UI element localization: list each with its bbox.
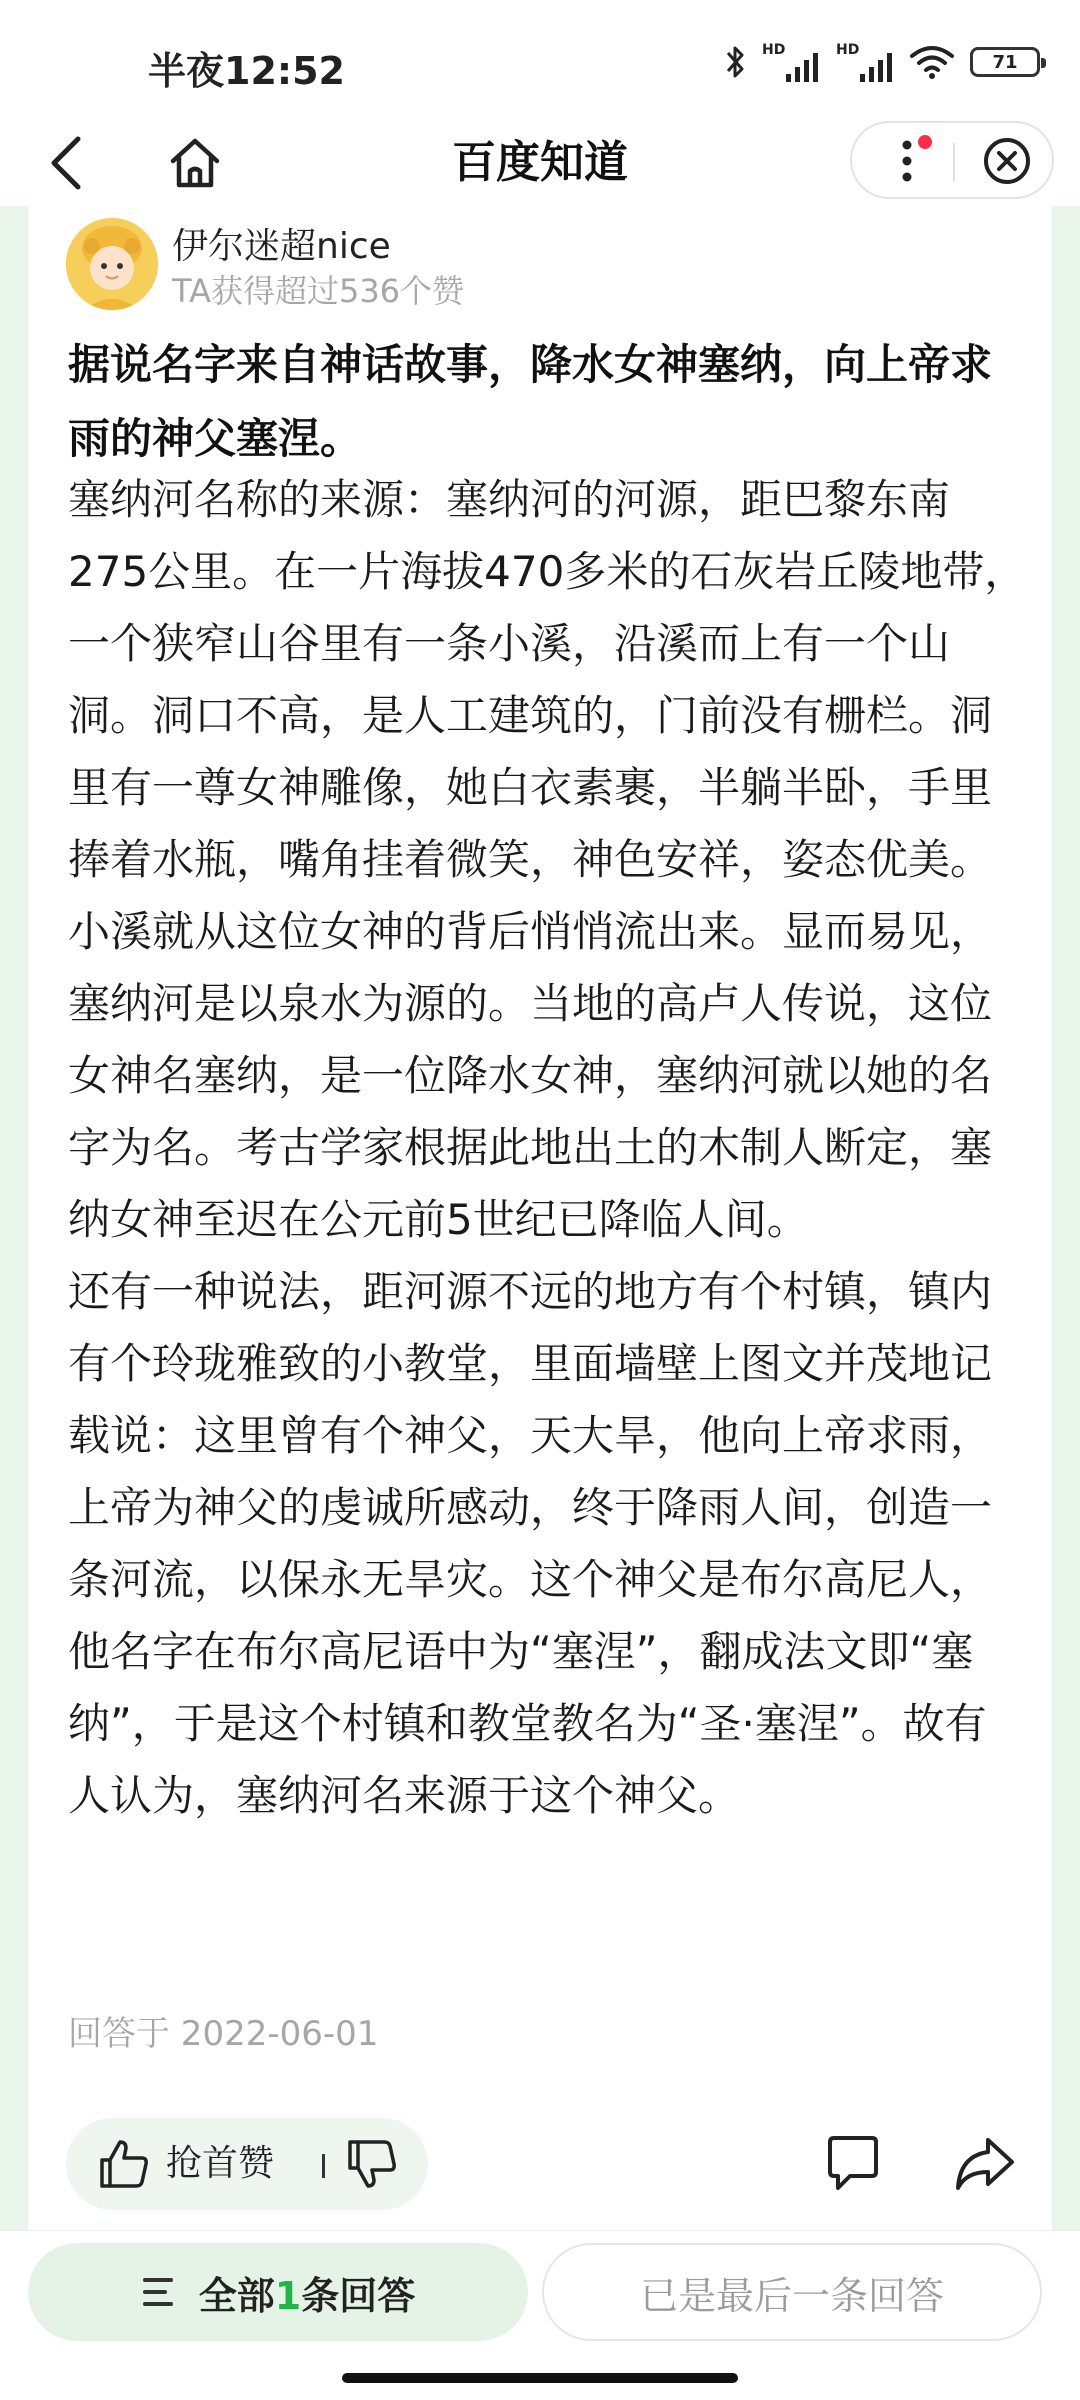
avatar-image	[66, 218, 158, 310]
status-time: 半夜12:52	[148, 49, 345, 93]
all-answers-button[interactable]	[28, 2243, 528, 2341]
answer-body	[68, 464, 1028, 1832]
notification-dot	[918, 135, 932, 149]
comment-icon[interactable]	[820, 2130, 886, 2196]
answer-card	[28, 206, 1052, 2230]
network-type-label: HD	[836, 42, 860, 58]
capsule-divider	[953, 143, 955, 181]
thumbs-up-icon[interactable]	[96, 2136, 152, 2192]
close-button[interactable]	[972, 123, 1042, 199]
home-button[interactable]	[160, 120, 230, 206]
more-icon	[901, 137, 913, 185]
network-type-label: HD	[762, 42, 786, 58]
thumbs-down-icon[interactable]	[344, 2136, 400, 2192]
all-answers-suffix: 条回答	[301, 2273, 416, 2318]
status-icons	[724, 42, 1040, 82]
like-pill	[66, 2118, 428, 2210]
last-answer-button[interactable]: 已是最后一条回答	[542, 2243, 1042, 2341]
bluetooth-icon	[724, 42, 746, 82]
author-name[interactable]: 伊尔迷超nice	[172, 226, 391, 267]
wifi-icon	[910, 44, 954, 80]
signal-icon	[836, 42, 894, 82]
like-label[interactable]: 抢首赞	[166, 2143, 275, 2184]
answer-title: 据说名字来自神话故事，降水女神塞纳，向上帝求雨的神父塞涅。	[68, 340, 993, 463]
signal-icon	[762, 42, 820, 82]
nav-bar	[0, 120, 1080, 206]
author-stat: TA获得超过536个赞	[172, 272, 465, 310]
answer-paragraph: 塞纳河名称的来源：塞纳河的河源，距巴黎东南275公里。在一片海拔470多米的石灰岩丘陵地带，一个狭窄山谷里有一条小溪，沿溪而上有一个山洞。洞口不高，是人工建筑的，门前没有栅栏。洞里有一尊女神雕像，她白衣素裹，半躺半卧，手里捧着水瓶，嘴角挂着微笑，神色安祥，姿态优美。小溪就从这位女神的背后悄悄流出来。显而易见，塞纳河是以泉水为源的。当地的高卢人传说，这位女神名塞纳，是一位降水女神，塞纳河就以她的名字为名。考古学家根据此地出土的木制人断定，塞纳女神至迟在公元前5世纪已降临人间。	[68, 475, 1027, 1244]
home-indicator[interactable]	[342, 2373, 738, 2383]
bottom-bar	[0, 2230, 1080, 2400]
answer-paragraph: 还有一种说法，距河源不远的地方有个村镇，镇内有个玲珑雅致的小教堂，里面墙壁上图文并茂地记载说：这里曾有个神父，天大旱，他向上帝求雨，上帝为神父的虔诚所感动，终于降雨人间，创造一条河流，以保永无旱灾。这个神父是布尔高尼人，他名字在布尔高尼语中为“塞涅”，翻成法文即“塞纳”，于是这个村镇和教堂教名为“圣·塞涅”。故有人认为，塞纳河名来源于这个神父。	[68, 1267, 993, 1820]
mini-program-capsule	[850, 121, 1054, 199]
all-answers-prefix: 全部	[198, 2273, 275, 2318]
answer-date: 回答于 2022-06-01	[68, 2014, 379, 2054]
share-icon[interactable]	[952, 2130, 1018, 2196]
home-icon	[167, 135, 223, 191]
battery-level: 71	[992, 51, 1018, 73]
back-button[interactable]	[36, 120, 96, 206]
close-icon	[982, 136, 1032, 186]
battery-icon	[970, 47, 1040, 77]
status-bar	[0, 0, 1080, 120]
answer-count: 1	[274, 2273, 302, 2318]
back-icon	[48, 135, 84, 191]
avatar[interactable]	[66, 218, 158, 310]
all-answers-label	[199, 2265, 415, 2320]
page-title: 百度知道	[452, 137, 628, 188]
menu-icon	[141, 2275, 181, 2309]
like-divider	[322, 2154, 325, 2178]
